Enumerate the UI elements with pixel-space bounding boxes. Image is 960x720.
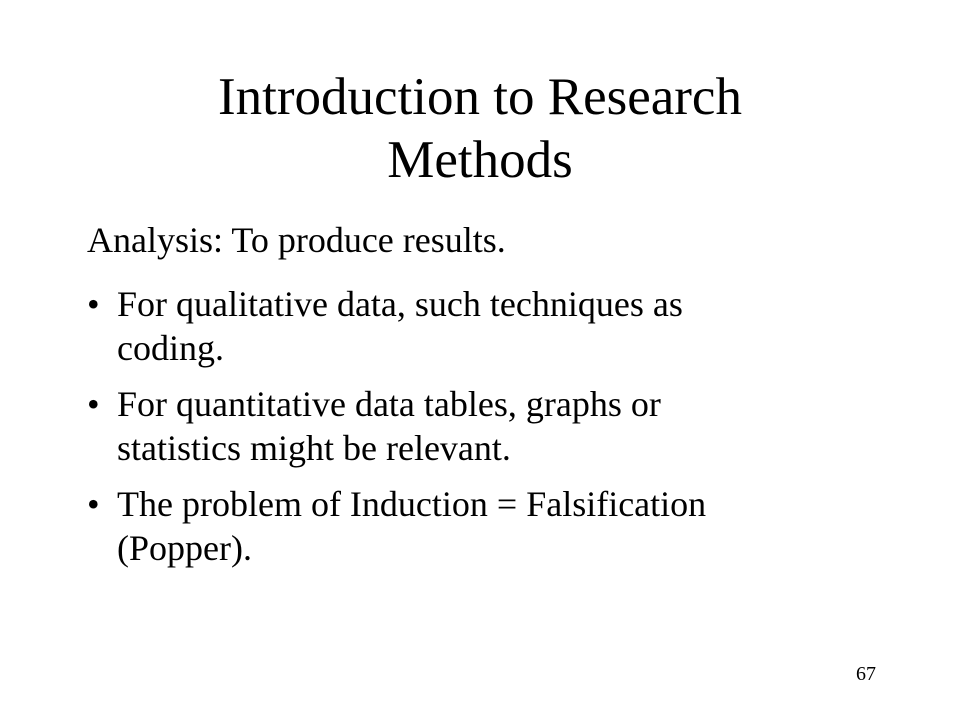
slide-number: 67 bbox=[856, 663, 876, 685]
bullet-icon: • bbox=[87, 484, 100, 524]
slide-title-line-1: Introduction to Research bbox=[218, 68, 742, 126]
bullet-text-line-1: The problem of Induction = Falsification bbox=[117, 484, 707, 524]
bullet-icon: • bbox=[87, 284, 100, 324]
bullet-item-quantitative bbox=[87, 382, 867, 470]
intro-text: Analysis: To produce results. bbox=[87, 220, 506, 260]
bullet-text-line-2: (Popper). bbox=[117, 528, 252, 568]
slide-title bbox=[0, 66, 960, 192]
bullet-item-qualitative bbox=[87, 282, 867, 370]
bullet-text-line-1: For qualitative data, such techniques as bbox=[117, 284, 683, 324]
bullet-icon: • bbox=[87, 384, 100, 424]
bullet-text-line-1: For quantitative data tables, graphs or bbox=[117, 384, 661, 424]
bullet-list bbox=[87, 282, 867, 582]
bullet-text-line-2: statistics might be relevant. bbox=[117, 428, 511, 468]
bullet-text-line-2: coding. bbox=[117, 328, 224, 368]
slide-title-line-2: Methods bbox=[387, 131, 573, 189]
bullet-item-induction bbox=[87, 482, 867, 570]
